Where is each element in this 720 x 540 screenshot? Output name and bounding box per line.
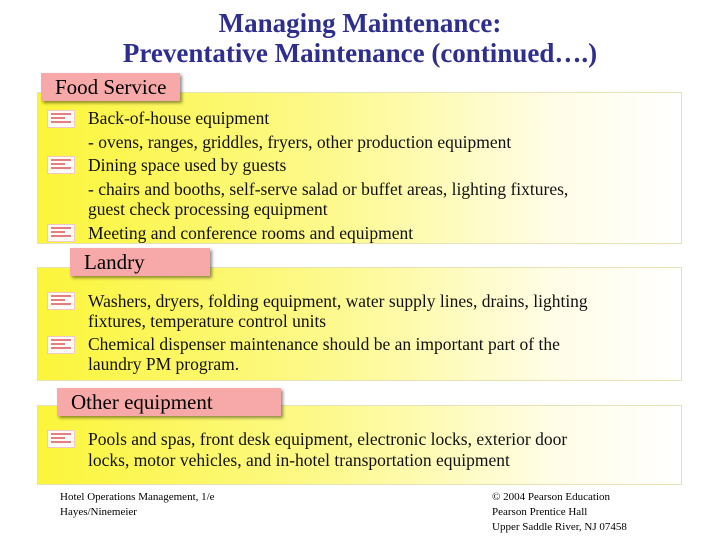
landry-line-2: fixtures, temperature control units <box>88 311 327 331</box>
landry-line-3: Chemical dispenser maintenance should be an important part of the <box>88 334 560 354</box>
other-equipment-heading: Other equipment <box>57 388 281 416</box>
footer-book-title: Hotel Operations Management, 1/e <box>60 491 215 503</box>
footer-copyright: © 2004 Pearson Education <box>492 491 611 503</box>
footer-authors: Hayes/Ninemeier <box>60 506 137 518</box>
food-service-line-1: Back-of-house equipment <box>88 108 270 128</box>
bullet-image-icon <box>47 156 75 174</box>
other-equipment-line-1: Pools and spas, front desk equipment, electronic locks, exterior door <box>88 429 568 449</box>
bullet-image-icon <box>47 224 75 242</box>
title-line-2: Preventative Maintenance (continued….) <box>122 38 598 68</box>
footer-publisher: Pearson Prentice Hall <box>492 506 588 518</box>
bullet-image-icon <box>47 110 75 128</box>
footer-location: Upper Saddle River, NJ 07458 <box>492 521 627 533</box>
food-service-line-6: Meeting and conference rooms and equipment <box>88 223 414 243</box>
food-service-line-2: - ovens, ranges, griddles, fryers, other production equipment <box>88 132 512 152</box>
food-service-line-5: guest check processing equipment <box>88 199 328 219</box>
landry-heading: Landry <box>70 248 210 276</box>
food-service-heading: Food Service <box>41 73 180 101</box>
food-service-line-4: - chairs and booths, self-serve salad or buffet areas, lighting fixtures, <box>88 179 569 199</box>
slide-title <box>0 8 720 68</box>
title-line-1: Managing Maintenance: <box>218 8 502 38</box>
bullet-image-icon <box>47 292 75 310</box>
landry-line-4: laundry PM program. <box>88 354 240 374</box>
bullet-image-icon <box>47 430 75 448</box>
landry-line-1: Washers, dryers, folding equipment, water supply lines, drains, lighting <box>88 291 588 311</box>
footer-left <box>60 490 215 520</box>
bullet-image-icon <box>47 336 75 354</box>
footer-right <box>492 490 627 535</box>
other-equipment-line-2: locks, motor vehicles, and in-hotel transportation equipment <box>88 450 510 470</box>
food-service-line-3: Dining space used by guests <box>88 155 287 175</box>
